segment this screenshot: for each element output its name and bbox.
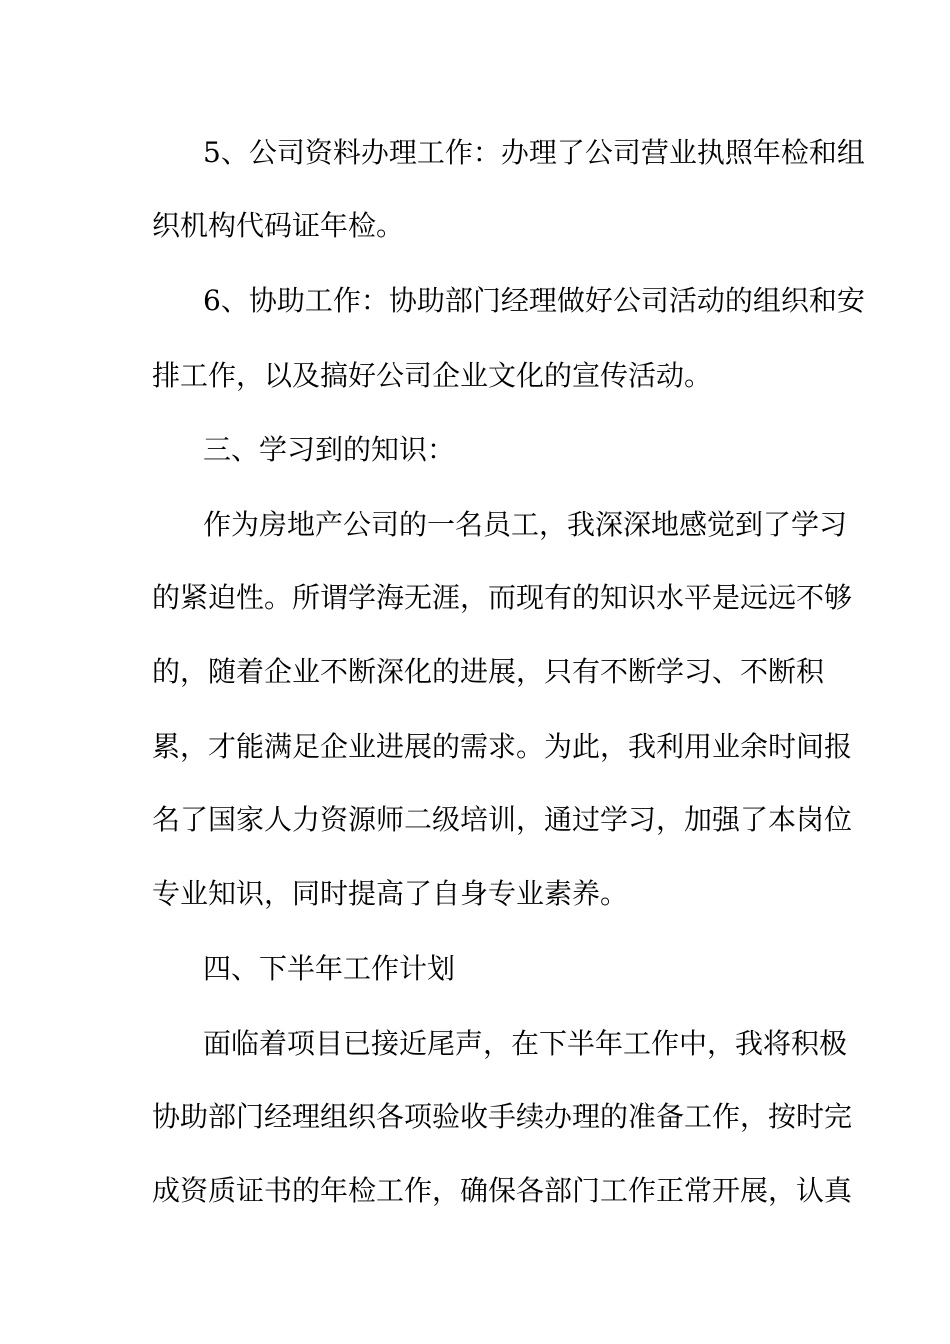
paragraph-learning-line2: 的紧迫性。所谓学海无涯，而现有的知识水平是远远不够 [152, 581, 853, 614]
paragraph-item6-line2: 排工作，以及搞好公司企业文化的宣传活动。 [152, 359, 713, 392]
paragraph-learning-line3: 的，随着企业不断深化的进展，只有不断学习、不断积 [152, 655, 825, 688]
paragraph-learning-line5: 名了国家人力资源师二级培训，通过学习，加强了本岗位 [152, 803, 853, 836]
paragraph-learning-line1: 作为房地产公司的一名员工，我深深地感觉到了学习 [203, 508, 848, 541]
paragraph-learning-line4: 累，才能满足企业进展的需求。为此，我利用业余时间报 [152, 730, 853, 763]
paragraph-item5-line1: 5、公司资料办理工作：办理了公司营业执照年检和组 [203, 136, 865, 169]
paragraph-plan-line3: 成资质证书的年检工作，确保各部门工作正常开展，认真 [152, 1174, 853, 1207]
section-heading-4: 四、下半年工作计划 [203, 952, 456, 985]
paragraph-learning-line6: 专业知识，同时提高了自身专业素养。 [152, 877, 629, 910]
paragraph-plan-line1: 面临着项目已接近尾声，在下半年工作中，我将积极 [203, 1027, 848, 1060]
section-heading-3: 三、学习到的知识： [203, 433, 456, 466]
paragraph-item5-line2: 织机构代码证年检。 [152, 209, 405, 242]
paragraph-item6-line1: 6、协助工作：协助部门经理做好公司活动的组织和安 [203, 284, 865, 317]
paragraph-plan-line2: 协助部门经理组织各项验收手续办理的准备工作，按时完 [152, 1100, 853, 1133]
